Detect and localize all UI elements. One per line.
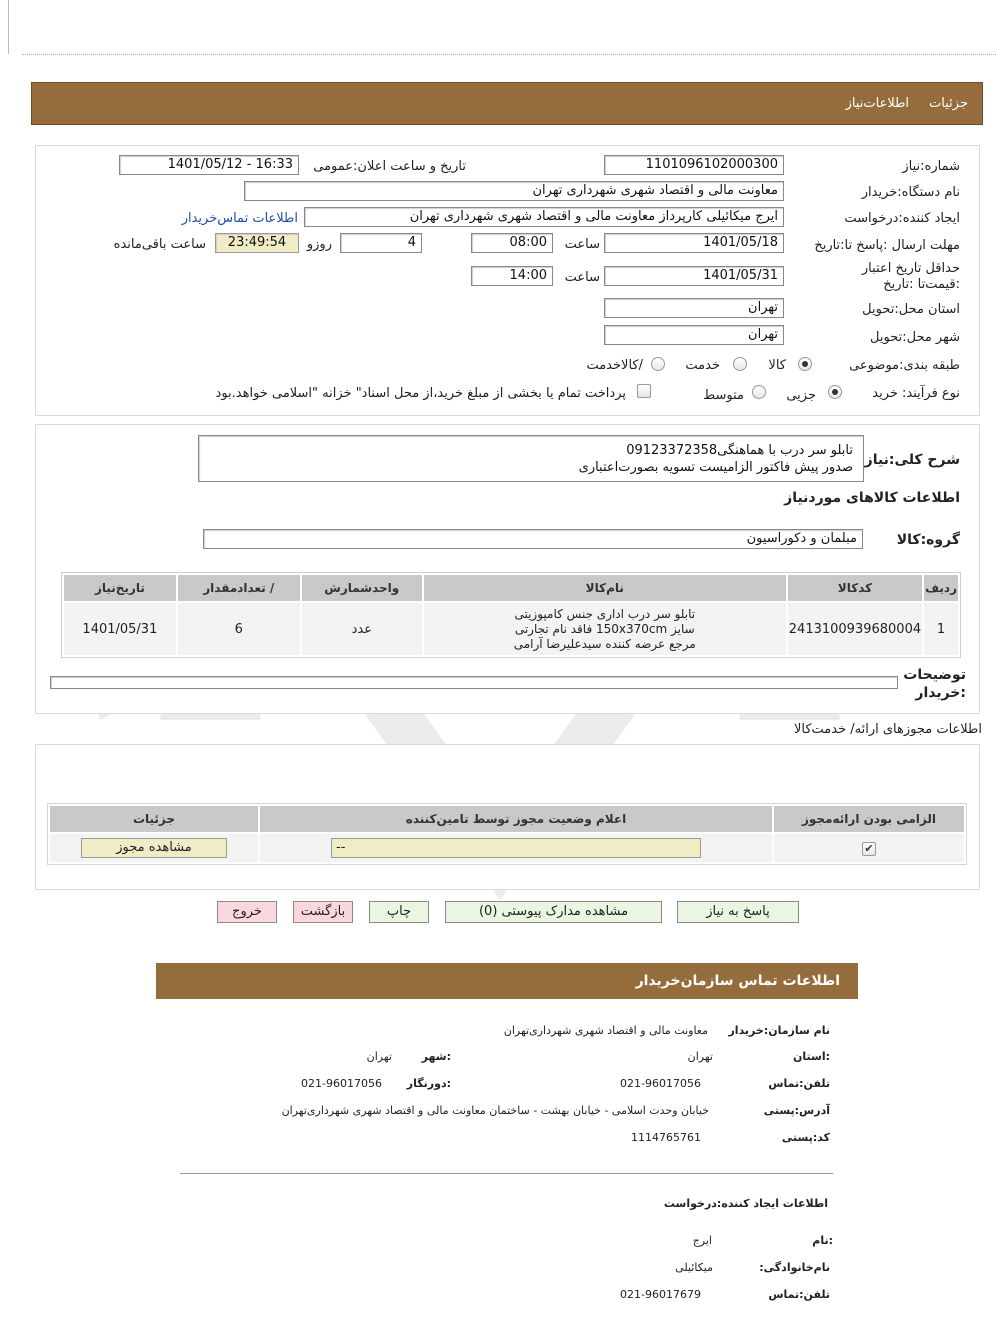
permit-status-field[interactable]: -- — [331, 838, 701, 858]
contact-phone-value: 021-96017056 — [620, 1077, 701, 1090]
goods-table-header — [64, 575, 958, 601]
col-permit-required: الزامی بودن ارائه‌مجوز — [774, 806, 964, 832]
validity-time-label: ساعت — [564, 270, 600, 285]
cell-permit-details — [50, 834, 258, 862]
cell-unit: عدد — [302, 603, 422, 655]
cell-name-line-2: سایز 150x370cm فاقد نام تجارتی — [514, 621, 695, 636]
countdown-timer: 23:49:54 — [215, 233, 299, 253]
permit-required-checkbox[interactable]: ✔ — [862, 842, 876, 856]
goods-group-label: گروه:کالا — [896, 532, 960, 548]
left-guide-line — [8, 0, 9, 54]
cell-name-line-1: تابلو سر درب اداری جنس کامپوزیتی — [514, 606, 696, 621]
buyer-contact-link[interactable]: اطلاعات تماس‌خریدار — [181, 211, 298, 226]
province-field: تهران — [604, 298, 784, 318]
announce-date-label: تاریخ و ساعت اعلان:عمومی — [313, 159, 466, 174]
cell-permit-status — [260, 834, 772, 862]
process-type-label: نوع فرآیند: خرید — [872, 386, 960, 401]
deadline-time-label: ساعت — [564, 237, 600, 252]
contact-city-value: تهران — [366, 1050, 392, 1063]
table-row — [50, 834, 964, 862]
cell-row: 1 — [924, 603, 958, 655]
description-line-2: صدور پیش فاکتور الزامیست تسویه بصورت‌اعتباری — [578, 460, 853, 475]
org-value: معاونت مالی و اقتصاد شهری شهرداری‌تهران — [503, 1024, 708, 1037]
back-button[interactable]: بازگشت — [293, 901, 353, 923]
validity-time-field: 14:00 — [471, 266, 553, 286]
buyer-notes-field — [50, 676, 898, 689]
goods-info-title: اطلاعات کالاهای موردنیاز — [784, 490, 960, 506]
description-label: شرح کلی:نیاز — [864, 452, 960, 468]
permits-table-header — [50, 806, 964, 832]
contact-fax-label: :دورنگار — [406, 1077, 451, 1090]
treasury-payment-checkbox[interactable] — [637, 384, 651, 398]
category-service-label: خدمت — [685, 358, 720, 373]
contact-province-value: تهران — [687, 1050, 713, 1063]
col-permit-details: جزئیات — [50, 806, 258, 832]
category-label: طبقه بندی:موضوعی — [849, 358, 960, 373]
city-field: تهران — [604, 325, 784, 345]
tab-details[interactable]: جزئیات — [929, 96, 968, 111]
contact-address-value: خیابان وحدت اسلامی - خیابان بهشت - ساختمان معاونت مالی و اقتصاد شهری شهرداری‌تهران — [281, 1104, 709, 1117]
category-both-radio[interactable] — [651, 357, 665, 371]
contact-address-label: آدرس:پستی — [763, 1104, 830, 1117]
cell-date: 1401/05/31 — [64, 603, 176, 655]
org-label: نام سازمان:خریدار — [728, 1024, 830, 1037]
col-qty: / تعدادمقدار — [178, 575, 300, 601]
buyer-notes-label: توضیحات :خریدار — [903, 667, 966, 701]
description-field — [198, 435, 864, 482]
contact-postal-label: کد:پستی — [781, 1131, 830, 1144]
contact-header-bar: اطلاعات تماس سازمان‌خریدار — [156, 963, 858, 999]
treasury-payment-note: پرداخت تمام یا بخشی از مبلغ خرید،از محل اسناد" خزانه "اسلامی خواهد.بود — [215, 386, 626, 401]
col-date: تاریخ‌نیاز — [64, 575, 176, 601]
top-divider — [22, 54, 996, 55]
goods-group-field: مبلمان و دکوراسیون — [203, 529, 863, 549]
col-permit-status: اعلام وضعیت مجوز توسط تامین‌کننده — [260, 806, 772, 832]
permits-table-wrapper — [47, 803, 967, 865]
category-goods-radio[interactable] — [798, 357, 812, 371]
details-header-bar — [31, 82, 983, 125]
announce-date-field: 1401/05/12 - 16:33 — [119, 155, 299, 175]
days-label: روزو — [306, 237, 332, 252]
exit-button[interactable]: خروج — [217, 901, 277, 923]
creator-phone-value: 021-96017679 — [620, 1288, 701, 1301]
category-goods-label: کالا — [768, 358, 786, 373]
permits-table — [48, 804, 966, 864]
category-service-radio[interactable] — [733, 357, 747, 371]
col-code: کدکالا — [788, 575, 922, 601]
goods-table-wrapper — [61, 572, 961, 658]
attachments-button[interactable]: مشاهده مدارک پیوستی (0) — [445, 901, 662, 923]
view-permit-button[interactable]: مشاهده مجوز — [81, 838, 227, 858]
contact-province-label: :استان — [793, 1050, 830, 1063]
validity-label: حداقل تاریخ اعتبار :قیمت‌تا :تاریخ — [861, 261, 960, 292]
contact-postal-value: 1114765761 — [631, 1131, 701, 1144]
creator-family-label: نام‌خانوادگی: — [759, 1261, 830, 1274]
description-line-1: تابلو سر درب با هماهنگی09123372358 — [626, 443, 853, 458]
deadline-date-field: 1401/05/18 — [604, 233, 784, 253]
creator-field: ایرج میکائیلی کارپرداز معاونت مالی و اقتصاد شهری شهرداری تهران — [304, 207, 784, 227]
creator-name-label: :نام — [812, 1234, 833, 1247]
process-minor-label: جزیی — [786, 388, 816, 403]
reply-button[interactable]: پاسخ به نیاز — [677, 901, 799, 923]
buyer-org-field: معاونت مالی و اقتصاد شهری شهرداری تهران — [244, 181, 784, 201]
deadline-label: مهلت ارسال :پاسخ تا:تاریخ — [814, 238, 960, 253]
contact-city-label: :شهر — [421, 1050, 451, 1063]
category-both-label: /کالاخدمت — [586, 358, 643, 373]
print-button[interactable]: چاپ — [369, 901, 429, 923]
buyer-org-label: نام دستگاه:خریدار — [861, 185, 960, 200]
deadline-time-field: 08:00 — [471, 233, 553, 253]
contact-fax-value: 021-96017056 — [301, 1077, 382, 1090]
cell-name-line-3: مرجع عرضه کننده سیدعلیرضا آرامی — [513, 636, 696, 651]
goods-table — [62, 573, 960, 657]
city-label: شهر محل:تحویل — [870, 330, 960, 345]
remaining-label: ساعت باقی‌مانده — [113, 237, 206, 252]
creator-label: ایجاد کننده:درخواست — [844, 211, 960, 226]
creator-name-value: ایرج — [692, 1234, 712, 1247]
col-name: نام‌کالا — [424, 575, 786, 601]
col-unit: واحدشمارش — [302, 575, 422, 601]
tab-need-info[interactable]: اطلاعات‌نیاز — [845, 96, 910, 111]
col-row: ردیف — [924, 575, 958, 601]
contact-divider — [180, 1173, 833, 1174]
cell-code: 2413100939680004 — [788, 603, 922, 655]
permits-title: اطلاعات مجوزهای ارائه/ خدمت‌کالا — [793, 722, 982, 737]
creator-family-value: میکائیلی — [675, 1261, 713, 1274]
table-row — [64, 603, 958, 655]
cell-qty: 6 — [178, 603, 300, 655]
need-number-label: شماره:نیاز — [902, 159, 960, 174]
creator-phone-label: تلفن:تماس — [768, 1288, 830, 1301]
validity-date-field: 1401/05/31 — [604, 266, 784, 286]
process-minor-radio[interactable] — [828, 385, 842, 399]
creator-info-title: اطلاعات ایجاد کننده:درخواست — [663, 1197, 828, 1210]
days-field: 4 — [340, 233, 422, 253]
need-number-field: 1101096102000300 — [604, 155, 784, 175]
cell-permit-required — [774, 834, 964, 862]
province-label: استان محل:تحویل — [862, 302, 960, 317]
cell-name — [424, 603, 786, 655]
contact-phone-label: تلفن:تماس — [768, 1077, 830, 1090]
process-medium-label: متوسط — [703, 388, 744, 403]
process-medium-radio[interactable] — [752, 385, 766, 399]
